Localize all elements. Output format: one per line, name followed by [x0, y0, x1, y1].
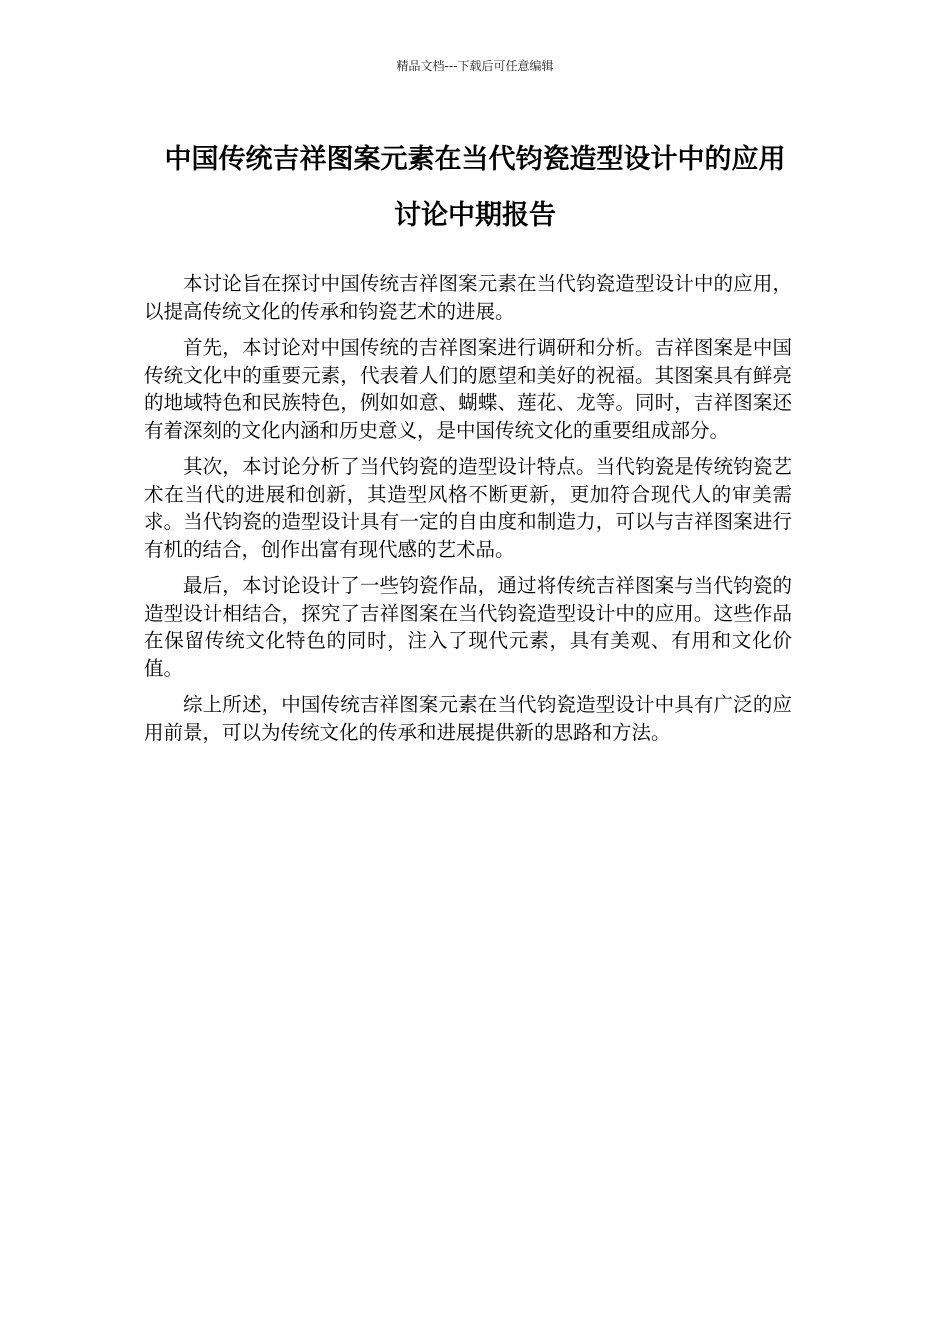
document-body — [144, 270, 792, 755]
title-line-1: 中国传统吉祥图案元素在当代钧瓷造型设计中的应用 — [164, 144, 786, 175]
paragraph: 综上所述，中国传统吉祥图案元素在当代钧瓷造型设计中具有广泛的应用前景，可以为传统文化的传承和进展提供新的思路和方法。 — [144, 693, 792, 744]
paragraph: 首先，本讨论对中国传统的吉祥图案进行调研和分析。吉祥图案是中国传统文化中的重要元素，代表着人们的愿望和美好的祝福。其图案具有鲜亮的地域特色和民族特色，例如如意、蝴蝶、莲花、龙等。同时，吉祥图案还有着深刻的文化内涵和历史意义，是中国传统文化的重要组成部分。 — [144, 336, 792, 442]
paragraph: 最后，本讨论设计了一些钧瓷作品，通过将传统吉祥图案与当代钧瓷的造型设计相结合，探究了吉祥图案在当代钧瓷造型设计中的应用。这些作品在保留传统文化特色的同时，注入了现代元素，具有美观、有用和文化价值。 — [144, 574, 792, 680]
paragraph: 本讨论旨在探讨中国传统吉祥图案元素在当代钧瓷造型设计中的应用，以提高传统文化的传承和钧瓷艺术的进展。 — [144, 272, 792, 323]
header-note: 精品文档---下载后可任意编辑 — [396, 59, 554, 73]
paragraph: 其次，本讨论分析了当代钧瓷的造型设计特点。当代钧瓷是传统钧瓷艺术在当代的进展和创新，其造型风格不断更新，更加符合现代人的审美需求。当代钧瓷的造型设计具有一定的自由度和制造力，可以与吉祥图案进行有机的结合，创作出富有现代感的艺术品。 — [144, 455, 792, 561]
title-line-2: 讨论中期报告 — [394, 200, 556, 231]
document-title — [130, 132, 820, 244]
